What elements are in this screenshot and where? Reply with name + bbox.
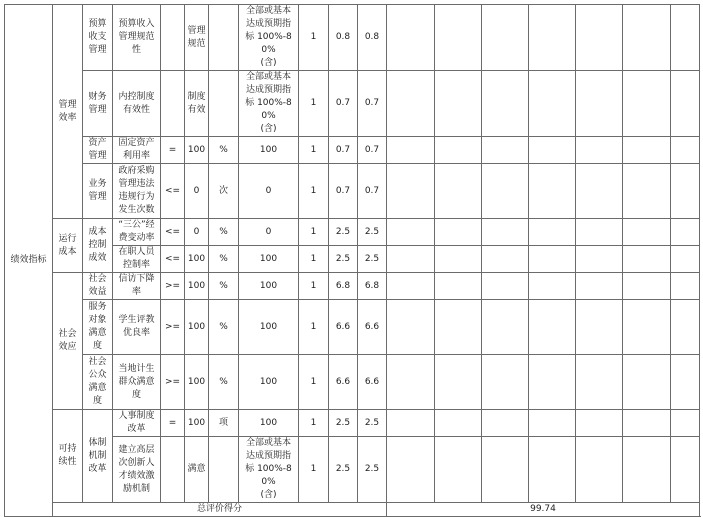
unit-cell: 项 (209, 410, 239, 437)
empty-cell (435, 437, 482, 503)
empty-cell (576, 71, 623, 137)
indicator-cell: 政府采购 管理违法 违规行为 发生次数 (113, 164, 161, 219)
operator-cell: = (161, 137, 185, 164)
table-row (5, 164, 700, 219)
category-cell: 绩效指标 (5, 5, 53, 517)
score-cell: 6.6 (329, 300, 358, 355)
empty-cell (387, 71, 435, 137)
score-cell: 0.7 (329, 71, 358, 137)
standard-cell: 100 (239, 273, 299, 300)
empty-cell (435, 71, 482, 137)
actual-cell: 2.5 (358, 219, 387, 246)
operator-cell: = (161, 410, 185, 437)
standard-cell: 100 (239, 137, 299, 164)
empty-cell (671, 410, 700, 437)
score-cell: 2.5 (329, 410, 358, 437)
indicator-cell: 固定资产 利用率 (113, 137, 161, 164)
score-cell: 0.7 (329, 137, 358, 164)
unit-cell (209, 437, 239, 503)
empty-cell (435, 246, 482, 273)
score-cell: 2.5 (329, 219, 358, 246)
empty-cell (623, 71, 671, 137)
empty-cell (623, 137, 671, 164)
empty-cell (576, 437, 623, 503)
empty-cell (387, 355, 435, 410)
sub-label: 资产 管理 (83, 137, 113, 164)
empty-cell (387, 246, 435, 273)
unit-cell: % (209, 300, 239, 355)
indicator-cell: 学生评教 优良率 (113, 300, 161, 355)
operator-cell: <= (161, 246, 185, 273)
empty-cell (529, 273, 576, 300)
empty-cell (482, 355, 529, 410)
empty-cell (482, 246, 529, 273)
empty-cell (623, 5, 671, 71)
weight-cell: 1 (299, 164, 329, 219)
empty-cell (482, 410, 529, 437)
empty-cell (387, 300, 435, 355)
target-cell: 管理 规范 (185, 5, 209, 71)
empty-cell (529, 219, 576, 246)
score-cell: 2.5 (329, 246, 358, 273)
standard-cell: 100 (239, 246, 299, 273)
unit-cell: % (209, 273, 239, 300)
target-cell: 0 (185, 219, 209, 246)
standard-cell: 100 (239, 410, 299, 437)
empty-cell (623, 164, 671, 219)
operator-cell: >= (161, 273, 185, 300)
actual-cell: 6.6 (358, 300, 387, 355)
total-label: 总评价得分 (53, 503, 387, 517)
sub-label: 社会 公众 满意 度 (83, 355, 113, 410)
operator-cell (161, 71, 185, 137)
score-cell: 0.8 (329, 5, 358, 71)
target-cell: 满意 (185, 437, 209, 503)
empty-cell (671, 219, 700, 246)
operator-cell (161, 5, 185, 71)
weight-cell: 1 (299, 71, 329, 137)
target-cell: 制度 有效 (185, 71, 209, 137)
empty-cell (671, 273, 700, 300)
empty-cell (435, 355, 482, 410)
weight-cell: 1 (299, 410, 329, 437)
unit-cell: % (209, 246, 239, 273)
total-row (5, 503, 700, 517)
empty-cell (623, 219, 671, 246)
standard-cell: 全部或基本 达成预期指 标 100%-80% (含) (239, 437, 299, 503)
table-row (5, 137, 700, 164)
empty-cell (387, 219, 435, 246)
table-row (5, 300, 700, 355)
unit-cell: % (209, 219, 239, 246)
score-cell: 6.8 (329, 273, 358, 300)
unit-cell (209, 71, 239, 137)
sub-label: 体制 机制 改革 (83, 410, 113, 503)
weight-cell: 1 (299, 355, 329, 410)
target-cell: 0 (185, 164, 209, 219)
actual-cell: 2.5 (358, 437, 387, 503)
empty-cell (671, 246, 700, 273)
indicator-cell: 信访下降 率 (113, 273, 161, 300)
table-row (5, 219, 700, 246)
empty-cell (435, 273, 482, 300)
empty-cell (529, 71, 576, 137)
table-row (5, 71, 700, 137)
score-cell: 6.6 (329, 355, 358, 410)
empty-cell (482, 137, 529, 164)
empty-cell (623, 246, 671, 273)
table-row (5, 273, 700, 300)
empty-cell (387, 5, 435, 71)
empty-cell (576, 246, 623, 273)
sub-label: 预算 收支 管理 (83, 5, 113, 71)
operator-cell (161, 437, 185, 503)
actual-cell: 2.5 (358, 410, 387, 437)
score-cell: 0.7 (329, 164, 358, 219)
empty-cell (623, 300, 671, 355)
target-cell: 100 (185, 137, 209, 164)
empty-cell (482, 5, 529, 71)
empty-cell (482, 300, 529, 355)
target-cell: 100 (185, 300, 209, 355)
target-cell: 100 (185, 410, 209, 437)
empty-cell (576, 300, 623, 355)
empty-cell (387, 164, 435, 219)
empty-cell (435, 219, 482, 246)
indicator-cell: 预算收入 管理规范 性 (113, 5, 161, 71)
weight-cell: 1 (299, 246, 329, 273)
empty-cell (671, 71, 700, 137)
empty-cell (576, 355, 623, 410)
empty-cell (671, 300, 700, 355)
empty-cell (435, 5, 482, 71)
empty-cell (482, 164, 529, 219)
empty-cell (576, 273, 623, 300)
table-row (5, 410, 700, 437)
target-cell: 100 (185, 246, 209, 273)
empty-cell (576, 137, 623, 164)
empty-cell (529, 5, 576, 71)
empty-cell (387, 410, 435, 437)
performance-table (4, 4, 700, 517)
empty-cell (671, 164, 700, 219)
empty-cell (529, 355, 576, 410)
empty-cell (482, 219, 529, 246)
empty-cell (671, 5, 700, 71)
actual-cell: 6.8 (358, 273, 387, 300)
empty-cell (623, 410, 671, 437)
actual-cell: 0.8 (358, 5, 387, 71)
empty-cell (435, 137, 482, 164)
indicator-cell: 人事制度 改革 (113, 410, 161, 437)
empty-cell (387, 437, 435, 503)
empty-cell (482, 71, 529, 137)
empty-cell (529, 246, 576, 273)
empty-cell (671, 137, 700, 164)
actual-cell: 0.7 (358, 137, 387, 164)
sub-label: 社会 效益 (83, 273, 113, 300)
empty-cell (387, 273, 435, 300)
weight-cell: 1 (299, 219, 329, 246)
empty-cell (671, 437, 700, 503)
target-cell: 100 (185, 273, 209, 300)
actual-cell: 0.7 (358, 164, 387, 219)
total-value: 99.74 (387, 503, 700, 517)
standard-cell: 全部或基本 达成预期指 标 100%-80% (含) (239, 5, 299, 71)
empty-cell (529, 437, 576, 503)
empty-cell (482, 437, 529, 503)
sub-label: 服务 对象 满意 度 (83, 300, 113, 355)
operator-cell: >= (161, 300, 185, 355)
empty-cell (529, 300, 576, 355)
unit-cell: 次 (209, 164, 239, 219)
group-label: 管理 效率 (53, 5, 83, 219)
weight-cell: 1 (299, 300, 329, 355)
unit-cell (209, 5, 239, 71)
weight-cell: 1 (299, 273, 329, 300)
empty-cell (387, 137, 435, 164)
operator-cell: <= (161, 164, 185, 219)
empty-cell (576, 219, 623, 246)
sub-label: 财务 管理 (83, 71, 113, 137)
target-cell: 100 (185, 355, 209, 410)
empty-cell (482, 273, 529, 300)
actual-cell: 2.5 (358, 246, 387, 273)
empty-cell (529, 137, 576, 164)
group-label: 可持 续性 (53, 410, 83, 503)
weight-cell: 1 (299, 5, 329, 71)
standard-cell: 0 (239, 219, 299, 246)
empty-cell (623, 437, 671, 503)
indicator-cell: 建立高层 次创新人 才绩效激 励机制 (113, 437, 161, 503)
unit-cell: % (209, 355, 239, 410)
standard-cell: 100 (239, 355, 299, 410)
empty-cell (623, 273, 671, 300)
weight-cell: 1 (299, 137, 329, 164)
operator-cell: >= (161, 355, 185, 410)
empty-cell (576, 5, 623, 71)
indicator-cell: 当地计生 群众满意 度 (113, 355, 161, 410)
standard-cell: 全部或基本 达成预期指 标 100%-80% (含) (239, 71, 299, 137)
operator-cell: <= (161, 219, 185, 246)
indicator-cell: 内控制度 有效性 (113, 71, 161, 137)
sub-label: 业务 管理 (83, 164, 113, 219)
empty-cell (529, 164, 576, 219)
standard-cell: 0 (239, 164, 299, 219)
standard-cell: 100 (239, 300, 299, 355)
indicator-cell: 在职人员 控制率 (113, 246, 161, 273)
sub-label: 成本 控制 成效 (83, 219, 113, 273)
empty-cell (435, 164, 482, 219)
empty-cell (576, 410, 623, 437)
empty-cell (671, 355, 700, 410)
empty-cell (435, 300, 482, 355)
empty-cell (576, 164, 623, 219)
table-row (5, 355, 700, 410)
table-row (5, 5, 700, 71)
group-label: 运行 成本 (53, 219, 83, 273)
group-label: 社会 效应 (53, 273, 83, 410)
empty-cell (623, 355, 671, 410)
unit-cell: % (209, 137, 239, 164)
weight-cell: 1 (299, 437, 329, 503)
actual-cell: 6.6 (358, 355, 387, 410)
empty-cell (435, 410, 482, 437)
actual-cell: 0.7 (358, 71, 387, 137)
indicator-cell: “三公”经 费变动率 (113, 219, 161, 246)
score-cell: 2.5 (329, 437, 358, 503)
empty-cell (529, 410, 576, 437)
